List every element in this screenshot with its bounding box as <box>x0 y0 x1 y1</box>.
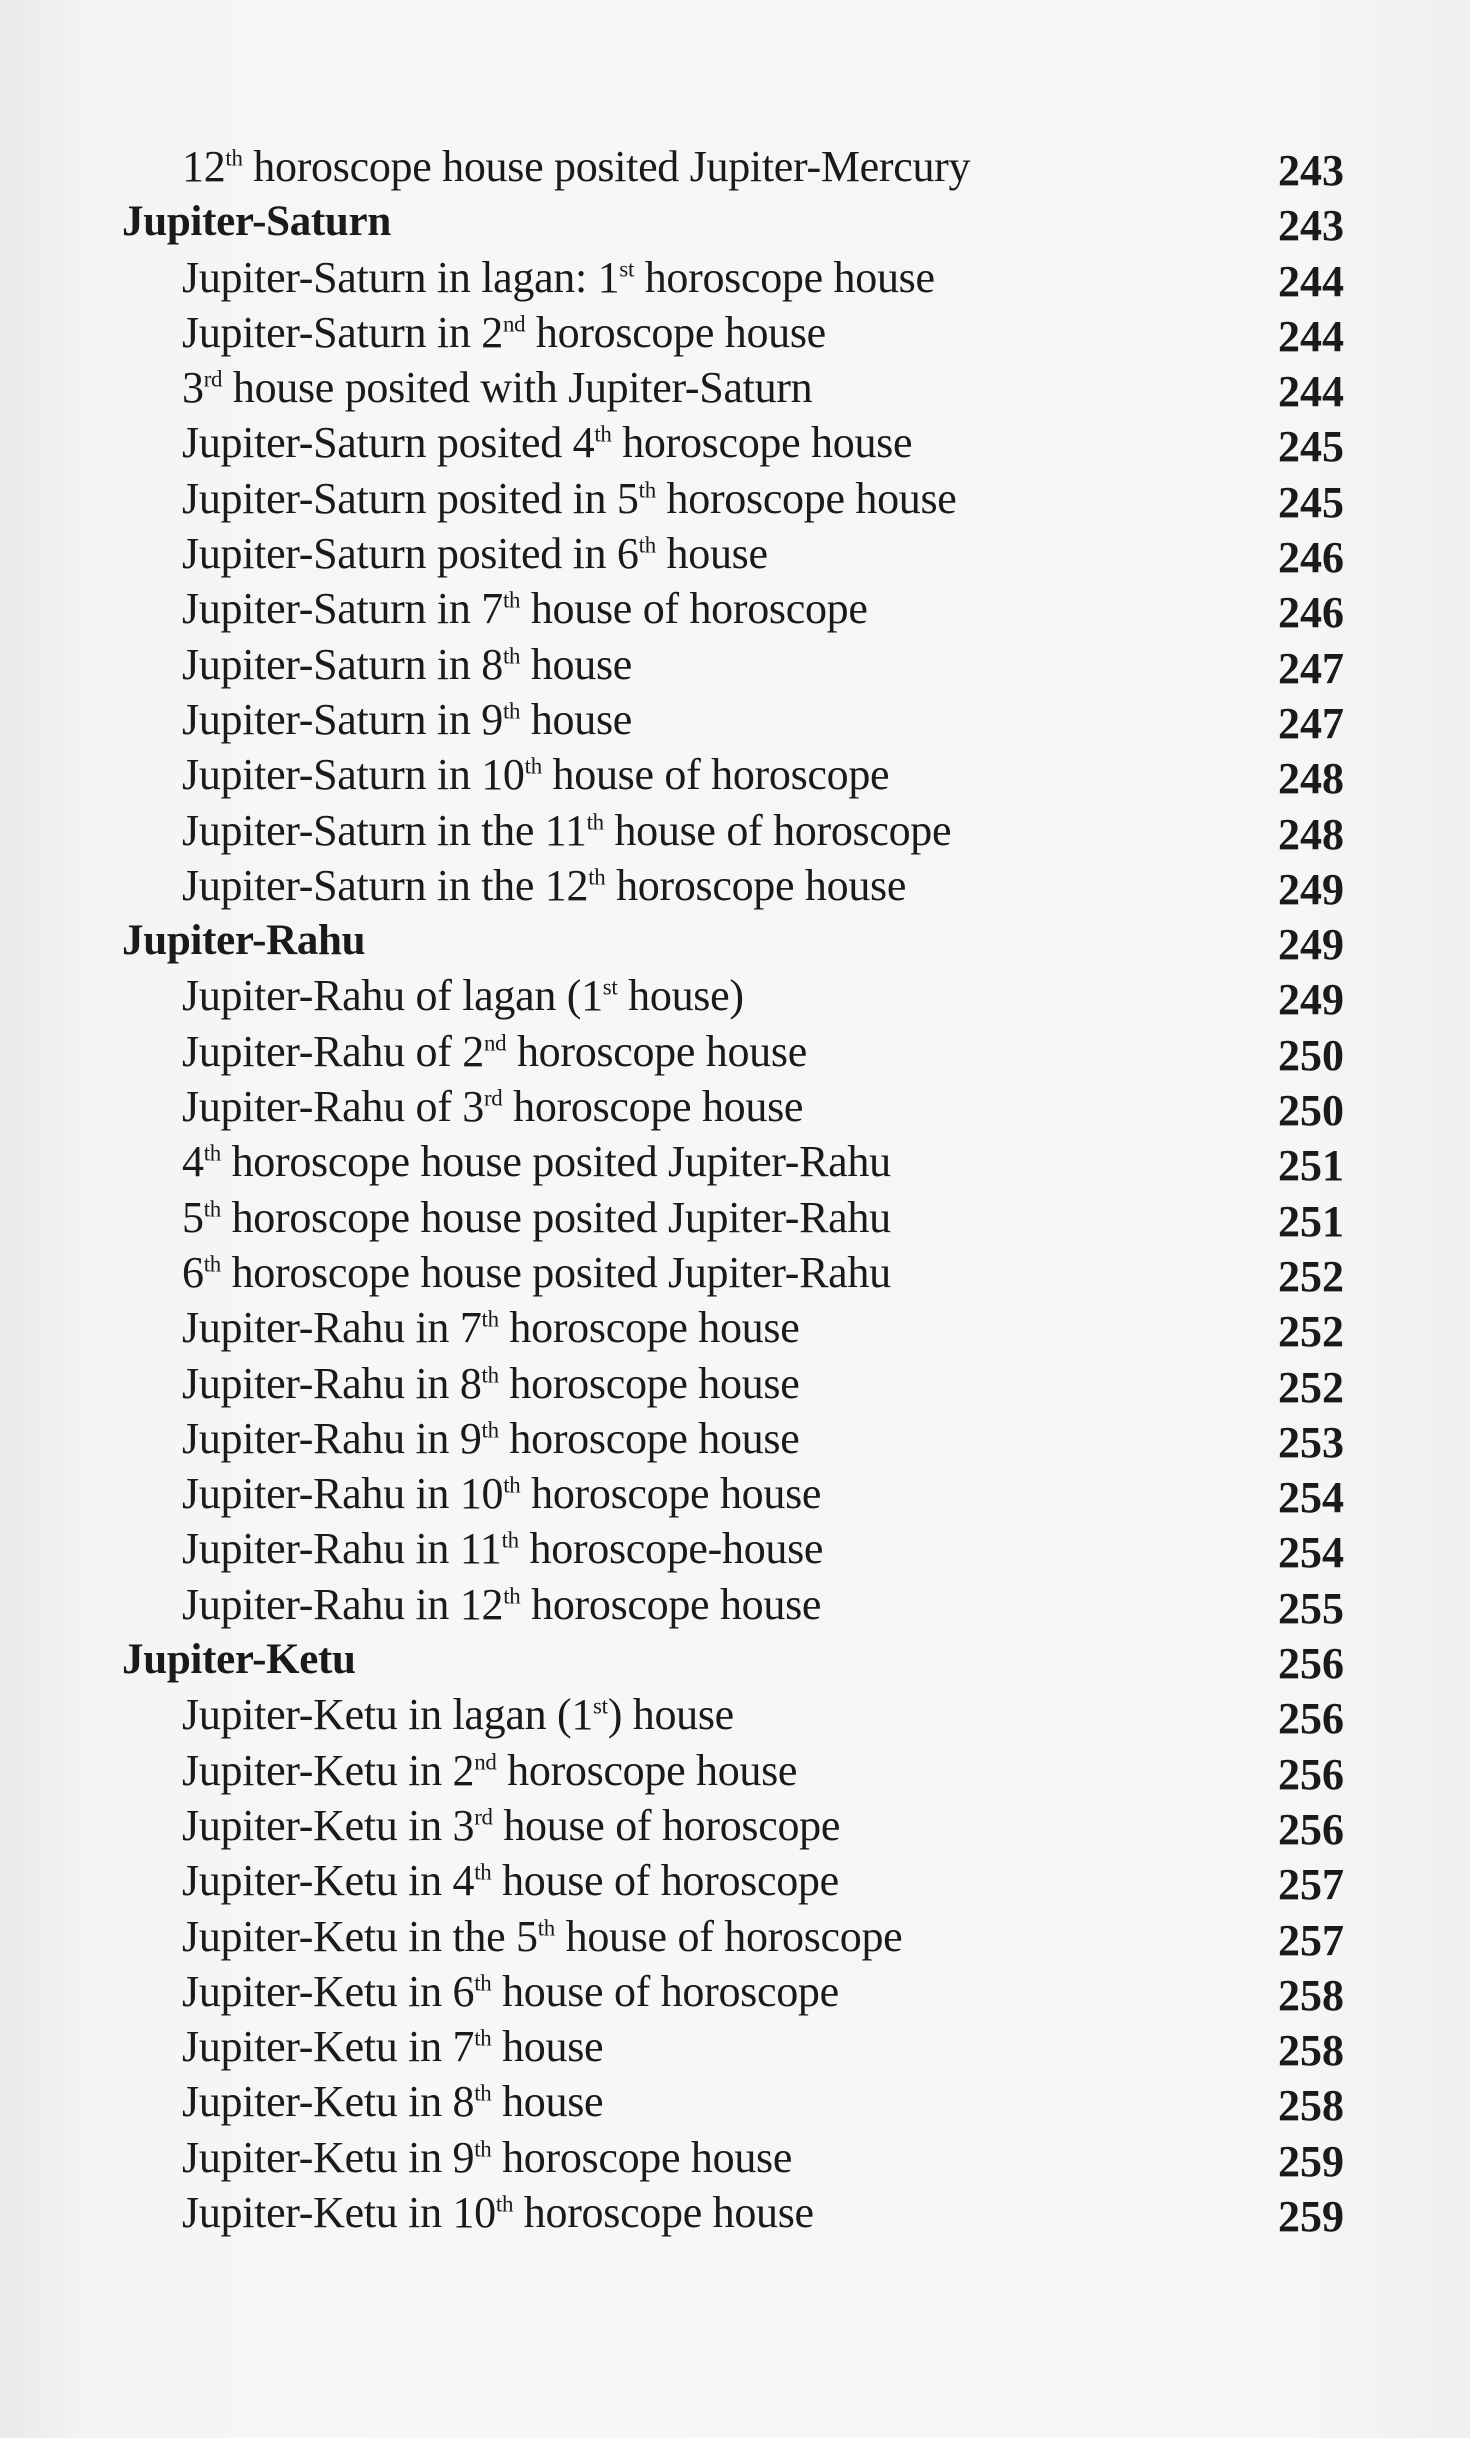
entry-title <box>182 584 868 634</box>
table-of-contents <box>0 136 1470 2241</box>
entry-title-text: horoscope house <box>634 252 935 302</box>
page-number: 254 <box>1278 1528 1344 1578</box>
entry-title <box>182 2188 814 2238</box>
ordinal-suffix: st <box>602 974 618 1000</box>
entry-title-text: house posited with Jupiter-Saturn <box>222 363 813 413</box>
section-title <box>122 1635 356 1685</box>
entry-title <box>182 1469 821 1519</box>
toc-entry <box>0 2016 1470 2076</box>
entry-title-text: Jupiter-Saturn in the 12 <box>182 860 589 910</box>
page-number: 258 <box>1278 1970 1344 2020</box>
ordinal-suffix: nd <box>474 1748 497 1774</box>
ordinal-suffix: th <box>524 753 542 779</box>
ordinal-suffix: th <box>481 1361 499 1387</box>
page-number: 257 <box>1278 1915 1344 1965</box>
entry-title-text: house of horoscope <box>520 584 868 634</box>
entry-title-text: house of horoscope <box>491 1966 839 2016</box>
toc-entry <box>0 2071 1470 2131</box>
entry-title-text: Jupiter-Rahu of 2 <box>182 1026 484 1076</box>
toc-entry <box>0 1242 1470 1301</box>
toc-entry <box>0 1463 1470 1523</box>
page-number: 250 <box>1278 1030 1344 1080</box>
page-number: 252 <box>1278 1307 1344 1357</box>
toc-section-heading <box>0 910 1470 970</box>
ordinal-suffix: nd <box>502 311 526 337</box>
ordinal-suffix: th <box>638 532 656 558</box>
ordinal-suffix: th <box>481 1417 499 1443</box>
entry-title <box>182 1580 821 1630</box>
page-number: 256 <box>1278 1749 1344 1799</box>
page-number: 247 <box>1278 698 1344 748</box>
page-number: 249 <box>1278 975 1344 1025</box>
entry-title-text: Jupiter-Rahu in 12 <box>182 1579 504 1629</box>
entry-title-text: Jupiter-Rahu in 7 <box>182 1303 482 1353</box>
entry-title-text: Jupiter-Rahu of lagan (1 <box>182 971 603 1021</box>
page-number: 258 <box>1278 2081 1344 2131</box>
entry-title-text: 6 <box>182 1247 204 1297</box>
entry-title-text: horoscope house <box>498 1358 800 1408</box>
entry-title-text: Jupiter-Saturn in 2 <box>182 307 503 357</box>
entry-title-text: Jupiter-Saturn posited in 6 <box>182 529 639 579</box>
ordinal-suffix: th <box>225 145 243 171</box>
entry-title-text: Jupiter-Rahu in 8 <box>182 1358 482 1408</box>
ordinal-suffix: th <box>586 808 604 834</box>
ordinal-suffix: th <box>502 698 521 724</box>
entry-title-text: Jupiter-Ketu in 7 <box>182 2022 475 2072</box>
entry-title-text: Jupiter-Ketu in 2 <box>182 1745 475 1795</box>
page-number: 248 <box>1278 809 1344 859</box>
ordinal-suffix: th <box>474 2025 492 2051</box>
ordinal-suffix: th <box>501 1527 519 1553</box>
entry-title-text: Jupiter-Ketu <box>122 1636 356 1684</box>
entry-title <box>182 695 632 745</box>
ordinal-suffix: th <box>588 864 606 890</box>
ordinal-suffix: th <box>474 1970 492 1996</box>
entry-title <box>182 1414 799 1464</box>
entry-title <box>182 971 744 1021</box>
entry-title-text: 4 <box>182 1137 204 1187</box>
toc-entry <box>0 1684 1470 1744</box>
entry-title <box>182 1912 902 1962</box>
ordinal-suffix: th <box>502 643 521 669</box>
toc-entry <box>0 800 1470 859</box>
page-number: 259 <box>1278 2136 1344 2186</box>
ordinal-suffix: th <box>203 1195 221 1221</box>
entry-title <box>182 2022 603 2072</box>
entry-title-text: horoscope house <box>491 2132 793 2182</box>
entry-title-text: house) <box>617 971 744 1021</box>
entry-title-text: Jupiter-Saturn <box>122 198 391 246</box>
page-number: 249 <box>1278 920 1344 970</box>
entry-title <box>182 750 889 800</box>
entry-title-text: Jupiter-Saturn in 10 <box>182 750 525 800</box>
ordinal-suffix: th <box>638 477 656 503</box>
entry-title <box>182 1746 797 1796</box>
toc-entry <box>0 302 1470 361</box>
toc-entry <box>0 2127 1470 2186</box>
entry-title-text: Jupiter-Rahu in 9 <box>182 1413 482 1463</box>
entry-title-text: Jupiter-Saturn in 9 <box>182 694 503 744</box>
entry-title <box>182 1524 823 1574</box>
entry-title <box>182 363 812 413</box>
toc-entry <box>0 1353 1470 1412</box>
entry-title <box>182 1193 891 1243</box>
page-number: 259 <box>1278 2191 1344 2241</box>
toc-entry <box>0 855 1470 914</box>
entry-title-text: house of horoscope <box>603 805 952 855</box>
toc-entry <box>0 1850 1470 1910</box>
page-number: 246 <box>1278 533 1344 583</box>
entry-title-text: Jupiter-Ketu in 3 <box>182 1800 475 1850</box>
ordinal-suffix: th <box>481 1306 499 1332</box>
page-number: 256 <box>1278 1694 1344 1744</box>
toc-entry <box>0 1518 1470 1578</box>
page-number: 258 <box>1278 2026 1344 2076</box>
toc-entry <box>0 1187 1470 1246</box>
entry-title-text: 3 <box>182 363 204 413</box>
section-title <box>122 916 365 966</box>
entry-title-text: 5 <box>182 1192 204 1242</box>
entry-title-text: house <box>491 2022 604 2072</box>
entry-title <box>182 529 768 579</box>
entry-title-text: house of horoscope <box>541 750 890 800</box>
entry-title-text: Jupiter-Ketu in lagan (1 <box>182 1690 594 1740</box>
section-title <box>122 197 391 247</box>
entry-title <box>182 1303 799 1353</box>
page-number: 255 <box>1278 1583 1344 1633</box>
entry-title-text: house of horoscope <box>491 1856 839 1906</box>
entry-title-text: house of horoscope <box>492 1800 841 1850</box>
page-number: 254 <box>1278 1473 1344 1523</box>
entry-title-text: horoscope house <box>520 1469 822 1519</box>
entry-title-text: house of horoscope <box>554 1911 903 1961</box>
page-number: 257 <box>1278 1860 1344 1910</box>
toc-entry <box>0 412 1470 472</box>
ordinal-suffix: th <box>474 1859 492 1885</box>
toc-entry <box>0 1740 1470 1799</box>
page-number: 251 <box>1278 1141 1344 1191</box>
ordinal-suffix: st <box>619 255 635 281</box>
entry-title <box>182 2077 603 2127</box>
entry-title-text: horoscope house <box>513 2187 814 2237</box>
page-number: 251 <box>1278 1196 1344 1246</box>
page-number: 243 <box>1278 201 1344 251</box>
entry-title-text: Jupiter-Saturn posited 4 <box>182 418 595 468</box>
toc-entry <box>0 357 1470 417</box>
toc-entry <box>0 1021 1470 1080</box>
ordinal-suffix: th <box>495 2191 514 2217</box>
toc-entry <box>0 136 1470 195</box>
ordinal-suffix: rd <box>474 1804 493 1830</box>
entry-title-text: horoscope house posited Jupiter-Rahu <box>220 1137 891 1187</box>
ordinal-suffix: th <box>537 1914 555 1940</box>
toc-entry <box>0 1906 1470 1965</box>
entry-title-text: horoscope house <box>525 307 826 357</box>
toc-entry <box>0 1795 1470 1854</box>
ordinal-suffix: th <box>503 1583 521 1609</box>
page-number: 244 <box>1278 367 1344 417</box>
toc-entry <box>0 744 1470 804</box>
entry-title-text: Jupiter-Rahu in 11 <box>182 1524 502 1574</box>
entry-title <box>182 1027 807 1077</box>
entry-title <box>182 1248 891 1298</box>
entry-title <box>182 308 826 358</box>
page-number: 252 <box>1278 1362 1344 1412</box>
page-number: 246 <box>1278 588 1344 638</box>
entry-title-text: 12 <box>182 142 226 191</box>
toc-entry <box>0 1408 1470 1467</box>
page-number: 253 <box>1278 1417 1344 1467</box>
entry-title <box>182 474 957 524</box>
page-number: 256 <box>1278 1804 1344 1854</box>
page-number: 248 <box>1278 754 1344 804</box>
entry-title-text: horoscope house <box>520 1579 822 1629</box>
ordinal-suffix: st <box>593 1693 608 1719</box>
entry-title-text: Jupiter-Ketu in 4 <box>182 1856 475 1906</box>
ordinal-suffix: th <box>502 587 521 613</box>
entry-title-text: Jupiter-Rahu <box>122 917 366 965</box>
toc-entry <box>0 1574 1470 1633</box>
entry-title-text: Jupiter-Ketu in 6 <box>182 1966 475 2016</box>
entry-title-text: Jupiter-Saturn in the 11 <box>182 805 587 855</box>
entry-title <box>182 418 912 468</box>
entry-title <box>182 861 906 911</box>
entry-title <box>182 1801 840 1851</box>
entry-title-text: horoscope house <box>502 1082 804 1132</box>
entry-title-text: Jupiter-Ketu in 8 <box>182 2077 475 2127</box>
entry-title <box>182 1359 799 1409</box>
entry-title-text: horoscope house <box>498 1413 800 1463</box>
page-number: 245 <box>1278 422 1344 472</box>
ordinal-suffix: th <box>474 2080 492 2106</box>
page-number: 249 <box>1278 864 1344 914</box>
entry-title-text: horoscope house posited Jupiter-Rahu <box>220 1192 891 1242</box>
ordinal-suffix: th <box>594 421 612 447</box>
entry-title-text: house <box>491 2077 604 2127</box>
ordinal-suffix: rd <box>483 1085 503 1111</box>
entry-title-text: ) house <box>607 1690 734 1740</box>
entry-title-text: Jupiter-Ketu in the 5 <box>182 1911 538 1961</box>
toc-section-heading <box>0 191 1470 251</box>
page-number: 243 <box>1278 146 1344 195</box>
entry-title-text: horoscope house <box>605 860 907 910</box>
entry-title-text: Jupiter-Saturn in 7 <box>182 584 503 634</box>
entry-title-text: horoscope house posited Jupiter-Rahu <box>220 1247 891 1297</box>
entry-title-text: house <box>655 529 768 579</box>
entry-title-text: horoscope house posited Jupiter-Mercury <box>242 142 971 191</box>
entry-title-text: Jupiter-Rahu of 3 <box>182 1082 484 1132</box>
toc-entry <box>0 523 1470 583</box>
entry-title-text: house <box>520 639 632 689</box>
entry-title-text: horoscope house <box>655 473 957 523</box>
toc-entry <box>0 2182 1470 2241</box>
entry-title-text: Jupiter-Ketu in 9 <box>182 2132 475 2182</box>
entry-title-text: horoscope-house <box>518 1524 824 1574</box>
toc-section-heading <box>0 1629 1470 1689</box>
entry-title <box>182 1967 839 2017</box>
entry-title-text: Jupiter-Rahu in 10 <box>182 1469 504 1519</box>
ordinal-suffix: th <box>203 1251 221 1277</box>
toc-entry <box>0 1297 1470 1357</box>
entry-title <box>182 640 632 690</box>
entry-title <box>182 142 970 192</box>
entry-title <box>182 1690 734 1740</box>
ordinal-suffix: th <box>474 2136 492 2162</box>
entry-title <box>182 2133 792 2183</box>
entry-title-text: Jupiter-Saturn in lagan: 1 <box>182 252 620 302</box>
toc-entry <box>0 247 1470 306</box>
toc-entry <box>0 1076 1470 1136</box>
toc-entry <box>0 468 1470 527</box>
toc-entry <box>0 634 1470 693</box>
toc-entry <box>0 578 1470 638</box>
entry-title <box>182 253 935 303</box>
toc-entry <box>0 1131 1470 1191</box>
entry-title-text: horoscope house <box>498 1303 800 1353</box>
ordinal-suffix: nd <box>483 1030 507 1056</box>
entry-title <box>182 1856 839 1906</box>
page-number: 245 <box>1278 477 1344 527</box>
page-number: 252 <box>1278 1251 1344 1301</box>
page-number: 244 <box>1278 311 1344 361</box>
ordinal-suffix: th <box>503 1472 521 1498</box>
toc-entry <box>0 965 1470 1025</box>
page-number: 256 <box>1278 1639 1344 1689</box>
entry-title-text: Jupiter-Saturn posited in 5 <box>182 473 639 523</box>
entry-title <box>182 1137 891 1187</box>
ordinal-suffix: th <box>203 1140 221 1166</box>
page-number: 250 <box>1278 1086 1344 1136</box>
ordinal-suffix: rd <box>203 366 223 392</box>
entry-title <box>182 806 951 856</box>
toc-entry <box>0 689 1470 748</box>
page-number: 244 <box>1278 256 1344 306</box>
toc-entry <box>0 1961 1470 2020</box>
page-number: 247 <box>1278 643 1344 693</box>
entry-title-text: house <box>520 694 632 744</box>
entry-title-text: Jupiter-Ketu in 10 <box>182 2187 496 2237</box>
entry-title-text: horoscope house <box>506 1026 807 1076</box>
entry-title <box>182 1082 803 1132</box>
entry-title-text: horoscope house <box>496 1745 798 1795</box>
entry-title-text: horoscope house <box>611 418 913 468</box>
entry-title-text: Jupiter-Saturn in 8 <box>182 639 503 689</box>
